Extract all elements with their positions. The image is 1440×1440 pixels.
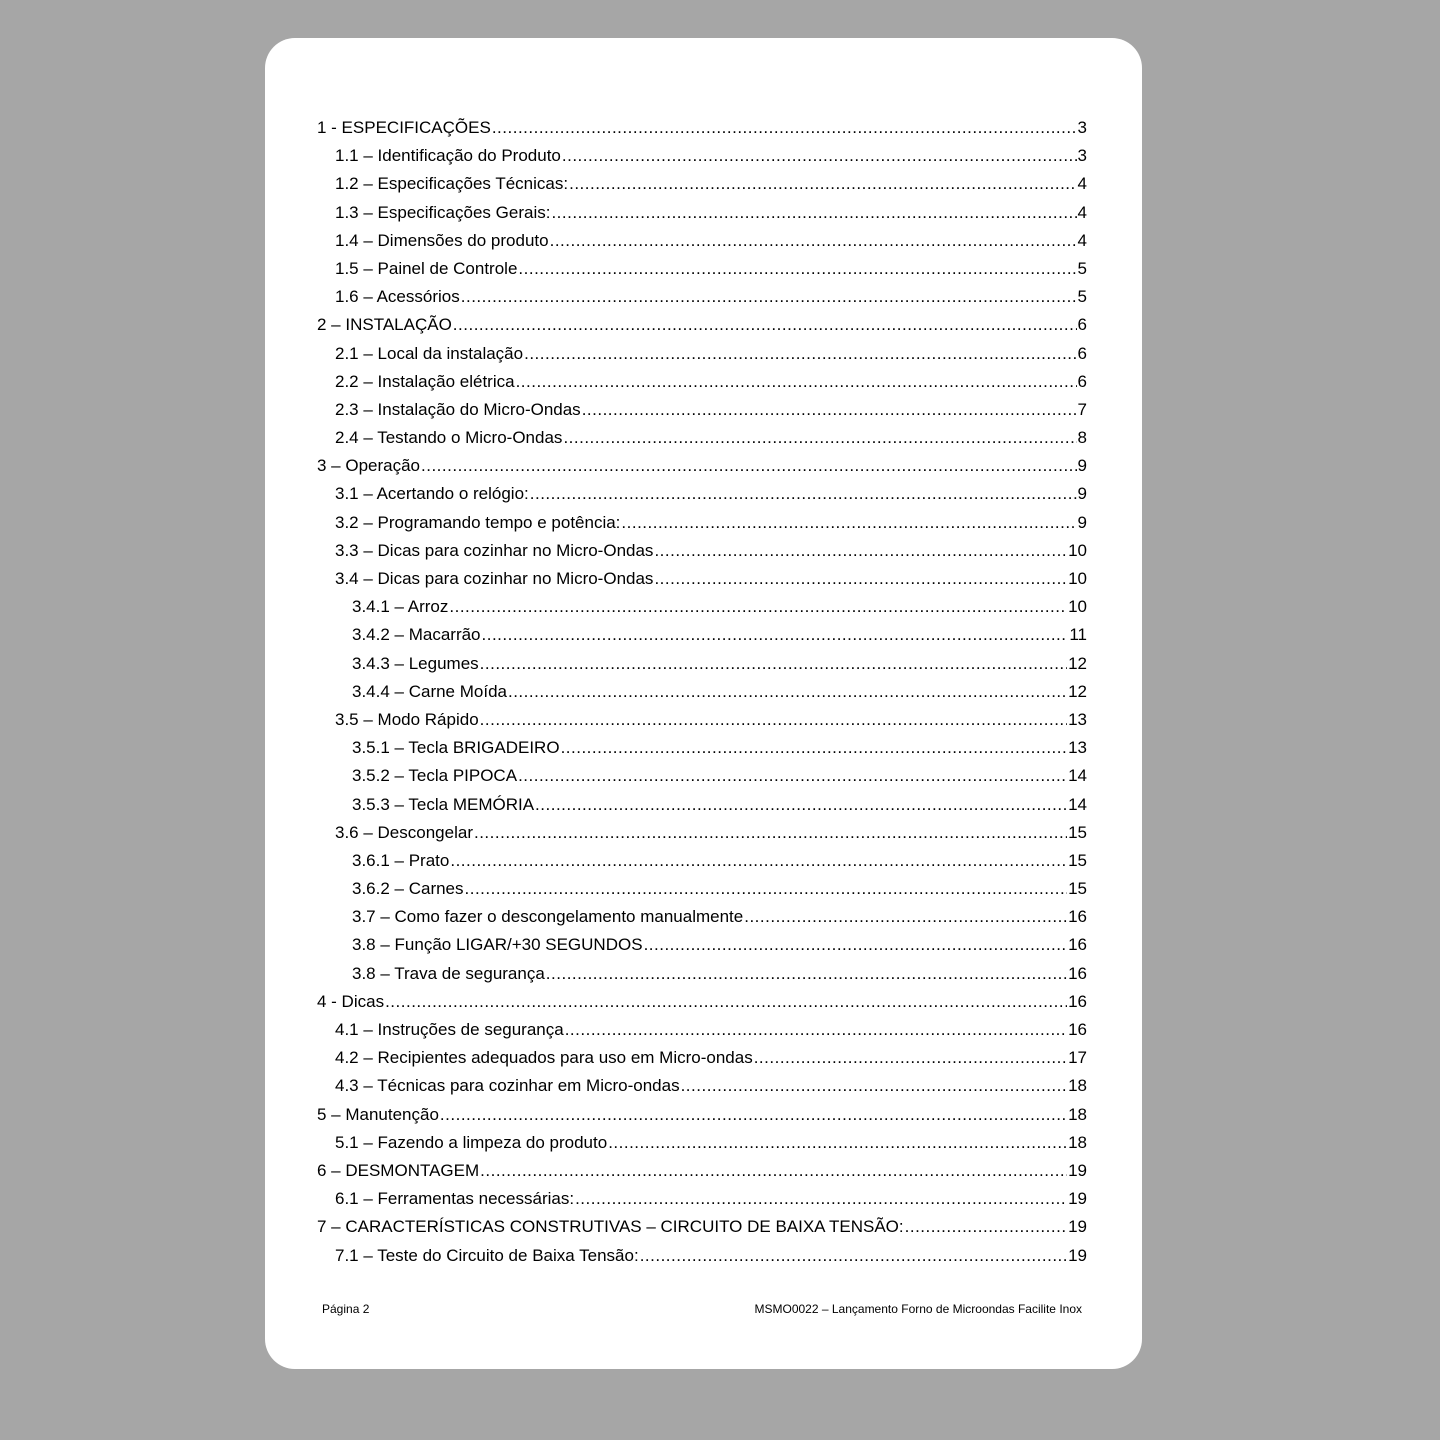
toc-entry[interactable] bbox=[317, 146, 1087, 174]
toc-entry[interactable] bbox=[317, 569, 1087, 597]
toc-dot-leader bbox=[562, 146, 1077, 166]
footer-page-number: Página 2 bbox=[322, 1302, 370, 1316]
toc-entry[interactable] bbox=[317, 456, 1087, 484]
toc-dot-leader bbox=[449, 597, 1067, 617]
toc-entry-page: 19 bbox=[1068, 1160, 1087, 1180]
toc-dot-leader bbox=[754, 1048, 1067, 1068]
toc-entry-title: 3.1 – Acertando o relógio: bbox=[335, 484, 529, 504]
toc-entry[interactable] bbox=[317, 795, 1087, 823]
toc-dot-leader bbox=[518, 766, 1067, 786]
toc-entry-title: 2.3 – Instalação do Micro-Ondas bbox=[335, 399, 581, 419]
toc-entry-title: 4.2 – Recipientes adequados para uso em Micro-ondas bbox=[335, 1048, 753, 1068]
toc-entry-title: 3.2 – Programando tempo e potência: bbox=[335, 512, 621, 532]
toc-entry-page: 19 bbox=[1068, 1217, 1087, 1237]
toc-entry-page: 10 bbox=[1068, 597, 1087, 617]
toc-dot-leader bbox=[385, 992, 1067, 1012]
toc-dot-leader bbox=[535, 795, 1067, 815]
toc-entry-page: 6 bbox=[1077, 315, 1087, 335]
toc-entry-title: 3.3 – Dicas para cozinhar no Micro-Ondas bbox=[335, 540, 654, 560]
toc-dot-leader bbox=[524, 344, 1076, 364]
toc-entry[interactable] bbox=[317, 287, 1087, 315]
toc-entry-page: 16 bbox=[1068, 907, 1087, 927]
toc-entry-page: 12 bbox=[1068, 681, 1087, 701]
toc-entry-title: 2.4 – Testando o Micro-Ondas bbox=[335, 428, 563, 448]
toc-entry-title: 7 – CARACTERÍSTICAS CONSTRUTIVAS – CIRCUITO DE BAIXA TENSÃO: bbox=[317, 1217, 904, 1237]
toc-entry[interactable] bbox=[317, 203, 1087, 231]
toc-entry-page: 8 bbox=[1077, 428, 1087, 448]
toc-dot-leader bbox=[492, 118, 1077, 138]
toc-entry-page: 16 bbox=[1068, 1020, 1087, 1039]
toc-entry[interactable] bbox=[317, 513, 1087, 541]
toc-dot-leader bbox=[905, 1217, 1067, 1237]
toc-entry-title: 5.1 – Fazendo a limpeza do produto bbox=[335, 1132, 608, 1152]
toc-entry-title: 7.1 – Teste do Circuito de Baixa Tensão: bbox=[335, 1245, 639, 1265]
toc-dot-leader bbox=[640, 1246, 1067, 1266]
toc-entry-page: 17 bbox=[1068, 1048, 1087, 1068]
toc-dot-leader bbox=[654, 569, 1067, 589]
toc-entry[interactable] bbox=[317, 174, 1087, 202]
toc-entry-title: 3.5.3 – Tecla MEMÓRIA bbox=[352, 794, 535, 814]
toc-entry-page: 15 bbox=[1068, 850, 1087, 870]
toc-entry-page: 3 bbox=[1077, 118, 1087, 137]
toc-entry[interactable] bbox=[317, 625, 1087, 653]
toc-entry[interactable] bbox=[317, 1217, 1087, 1245]
toc-entry-page: 4 bbox=[1077, 202, 1087, 222]
toc-entry[interactable] bbox=[317, 428, 1087, 456]
toc-entry[interactable] bbox=[317, 400, 1087, 428]
toc-dot-leader bbox=[654, 541, 1067, 561]
toc-dot-leader bbox=[465, 879, 1068, 899]
toc-entry-page: 16 bbox=[1068, 935, 1087, 955]
toc-dot-leader bbox=[421, 456, 1077, 476]
toc-entry[interactable] bbox=[317, 823, 1087, 851]
toc-dot-leader bbox=[516, 372, 1077, 392]
toc-entry[interactable] bbox=[317, 1189, 1087, 1217]
toc-entry-title: 3.4.2 – Macarrão bbox=[352, 625, 481, 645]
toc-entry[interactable] bbox=[317, 935, 1087, 963]
toc-dot-leader bbox=[480, 1161, 1067, 1181]
toc-entry-title: 3.8 – Trava de segurança bbox=[352, 963, 545, 983]
toc-entry-title: 3.5 – Modo Rápido bbox=[335, 709, 479, 729]
toc-entry[interactable] bbox=[317, 654, 1087, 682]
toc-entry-page: 18 bbox=[1068, 1132, 1087, 1152]
toc-dot-leader bbox=[450, 851, 1067, 871]
toc-dot-leader bbox=[563, 428, 1076, 448]
toc-entry-title: 3.4.4 – Carne Moída bbox=[352, 681, 507, 701]
toc-dot-leader bbox=[561, 738, 1068, 758]
toc-entry[interactable] bbox=[317, 682, 1087, 710]
toc-entry-title: 1.1 – Identificação do Produto bbox=[335, 146, 561, 166]
toc-entry-title: 6 – DESMONTAGEM bbox=[317, 1160, 480, 1180]
toc-dot-leader bbox=[744, 907, 1067, 927]
toc-dot-leader bbox=[530, 484, 1077, 504]
toc-entry-title: 3.8 – Função LIGAR/+30 SEGUNDOS bbox=[352, 935, 643, 955]
toc-dot-leader bbox=[508, 682, 1067, 702]
toc-entry-title: 5 – Manutenção bbox=[317, 1104, 439, 1124]
toc-entry-title: 4 - Dicas bbox=[317, 991, 385, 1011]
toc-entry-page: 13 bbox=[1068, 738, 1087, 758]
toc-entry-page: 6 bbox=[1077, 371, 1087, 391]
toc-entry[interactable] bbox=[317, 344, 1087, 372]
toc-entry[interactable] bbox=[317, 992, 1087, 1020]
table-of-contents bbox=[317, 118, 1087, 1274]
toc-entry[interactable] bbox=[317, 766, 1087, 794]
toc-dot-leader bbox=[644, 935, 1068, 955]
toc-entry[interactable] bbox=[317, 1048, 1087, 1076]
toc-entry[interactable] bbox=[317, 879, 1087, 907]
toc-dot-leader bbox=[453, 315, 1077, 335]
toc-dot-leader bbox=[608, 1133, 1067, 1153]
toc-entry[interactable] bbox=[317, 597, 1087, 625]
toc-entry[interactable] bbox=[317, 372, 1087, 400]
toc-entry-page: 5 bbox=[1077, 258, 1087, 278]
toc-dot-leader bbox=[546, 964, 1067, 984]
toc-entry-page: 19 bbox=[1068, 1245, 1087, 1265]
toc-entry-title: 6.1 – Ferramentas necessárias: bbox=[335, 1189, 575, 1209]
toc-entry[interactable] bbox=[317, 738, 1087, 766]
toc-entry-page: 5 bbox=[1077, 287, 1087, 307]
toc-entry-page: 14 bbox=[1068, 794, 1087, 814]
toc-entry[interactable] bbox=[317, 231, 1087, 259]
toc-entry-page: 16 bbox=[1068, 991, 1087, 1011]
toc-dot-leader bbox=[621, 513, 1076, 533]
toc-dot-leader bbox=[565, 1020, 1067, 1040]
toc-entry-page: 14 bbox=[1068, 766, 1087, 786]
toc-entry-title: 3.5.1 – Tecla BRIGADEIRO bbox=[352, 738, 560, 758]
toc-entry-page: 4 bbox=[1077, 230, 1087, 250]
toc-entry[interactable] bbox=[317, 1076, 1087, 1104]
toc-entry-title: 1.3 – Especificações Gerais: bbox=[335, 202, 551, 222]
toc-entry-page: 3 bbox=[1077, 146, 1087, 166]
toc-entry-title: 3.4 – Dicas para cozinhar no Micro-Ondas bbox=[335, 569, 654, 588]
toc-entry-title: 3.6.2 – Carnes bbox=[352, 879, 464, 899]
toc-dot-leader bbox=[575, 1189, 1067, 1209]
toc-dot-leader bbox=[440, 1105, 1067, 1125]
toc-dot-leader bbox=[480, 654, 1067, 674]
toc-entry[interactable] bbox=[317, 541, 1087, 569]
toc-entry-title: 2.1 – Local da instalação bbox=[335, 343, 524, 363]
toc-entry-page: 16 bbox=[1068, 963, 1087, 983]
toc-dot-leader bbox=[480, 710, 1067, 730]
toc-entry[interactable] bbox=[317, 1161, 1087, 1189]
toc-entry-page: 4 bbox=[1077, 174, 1087, 194]
toc-entry-title: 3.4.3 – Legumes bbox=[352, 653, 479, 673]
toc-entry-title: 2 – INSTALAÇÃO bbox=[317, 315, 452, 335]
toc-entry-title: 1.6 – Acessórios bbox=[335, 287, 460, 307]
toc-entry[interactable] bbox=[317, 1020, 1087, 1048]
toc-entry-title: 3.4.1 – Arroz bbox=[352, 597, 449, 617]
toc-entry-title: 1.4 – Dimensões do produto bbox=[335, 230, 549, 250]
toc-entry-page: 18 bbox=[1068, 1104, 1087, 1124]
toc-entry-title: 3.5.2 – Tecla PIPOCA bbox=[352, 766, 518, 786]
document-page bbox=[265, 38, 1142, 1369]
toc-entry[interactable] bbox=[317, 484, 1087, 512]
toc-entry[interactable] bbox=[317, 907, 1087, 935]
toc-entry-page: 9 bbox=[1077, 456, 1087, 476]
toc-entry[interactable] bbox=[317, 259, 1087, 287]
toc-dot-leader bbox=[569, 174, 1076, 194]
toc-entry[interactable] bbox=[317, 1133, 1087, 1161]
toc-dot-leader bbox=[518, 259, 1076, 279]
toc-entry-title: 4.1 – Instruções de segurança bbox=[335, 1020, 564, 1039]
toc-entry-page: 10 bbox=[1068, 540, 1087, 560]
toc-dot-leader bbox=[474, 823, 1067, 843]
toc-entry-page: 15 bbox=[1068, 879, 1087, 899]
toc-entry-page: 7 bbox=[1077, 399, 1087, 419]
toc-entry-page: 15 bbox=[1068, 822, 1087, 842]
toc-entry[interactable] bbox=[317, 710, 1087, 738]
toc-entry-title: 3 – Operação bbox=[317, 456, 421, 476]
toc-entry[interactable] bbox=[317, 1246, 1087, 1274]
toc-entry-page: 10 bbox=[1068, 569, 1087, 588]
toc-entry-page: 18 bbox=[1068, 1076, 1087, 1096]
toc-dot-leader bbox=[551, 203, 1076, 223]
toc-entry-page: 13 bbox=[1068, 709, 1087, 729]
toc-dot-leader bbox=[461, 287, 1077, 307]
toc-entry-title: 3.7 – Como fazer o descongelamento manualmente bbox=[352, 907, 744, 927]
footer-document-title: MSMO0022 – Lançamento Forno de Microondas Facilite Inox bbox=[754, 1302, 1082, 1316]
toc-entry-title: 1.5 – Painel de Controle bbox=[335, 258, 518, 278]
toc-entry-title: 4.3 – Técnicas para cozinhar em Micro-ondas bbox=[335, 1076, 680, 1096]
toc-dot-leader bbox=[550, 231, 1077, 251]
toc-entry-title: 3.6.1 – Prato bbox=[352, 850, 450, 870]
toc-entry-page: 12 bbox=[1068, 653, 1087, 673]
toc-entry-page: 9 bbox=[1077, 512, 1087, 532]
toc-entry[interactable] bbox=[317, 118, 1087, 146]
toc-dot-leader bbox=[582, 400, 1077, 420]
toc-entry[interactable] bbox=[317, 315, 1087, 343]
toc-dot-leader bbox=[681, 1076, 1068, 1096]
toc-entry[interactable] bbox=[317, 964, 1087, 992]
toc-entry-title: 2.2 – Instalação elétrica bbox=[335, 371, 515, 391]
toc-entry-title: 3.6 – Descongelar bbox=[335, 822, 473, 842]
toc-dot-leader bbox=[482, 625, 1069, 645]
toc-entry-page: 19 bbox=[1068, 1189, 1087, 1209]
toc-entry-title: 1 - ESPECIFICAÇÕES bbox=[317, 118, 491, 137]
toc-entry[interactable] bbox=[317, 851, 1087, 879]
toc-entry-page: 9 bbox=[1077, 484, 1087, 504]
toc-entry[interactable] bbox=[317, 1105, 1087, 1133]
toc-entry-page: 6 bbox=[1077, 343, 1087, 363]
toc-entry-page: 11 bbox=[1069, 625, 1087, 645]
toc-entry-title: 1.2 – Especificações Técnicas: bbox=[335, 174, 569, 194]
page-footer bbox=[322, 1302, 1082, 1316]
